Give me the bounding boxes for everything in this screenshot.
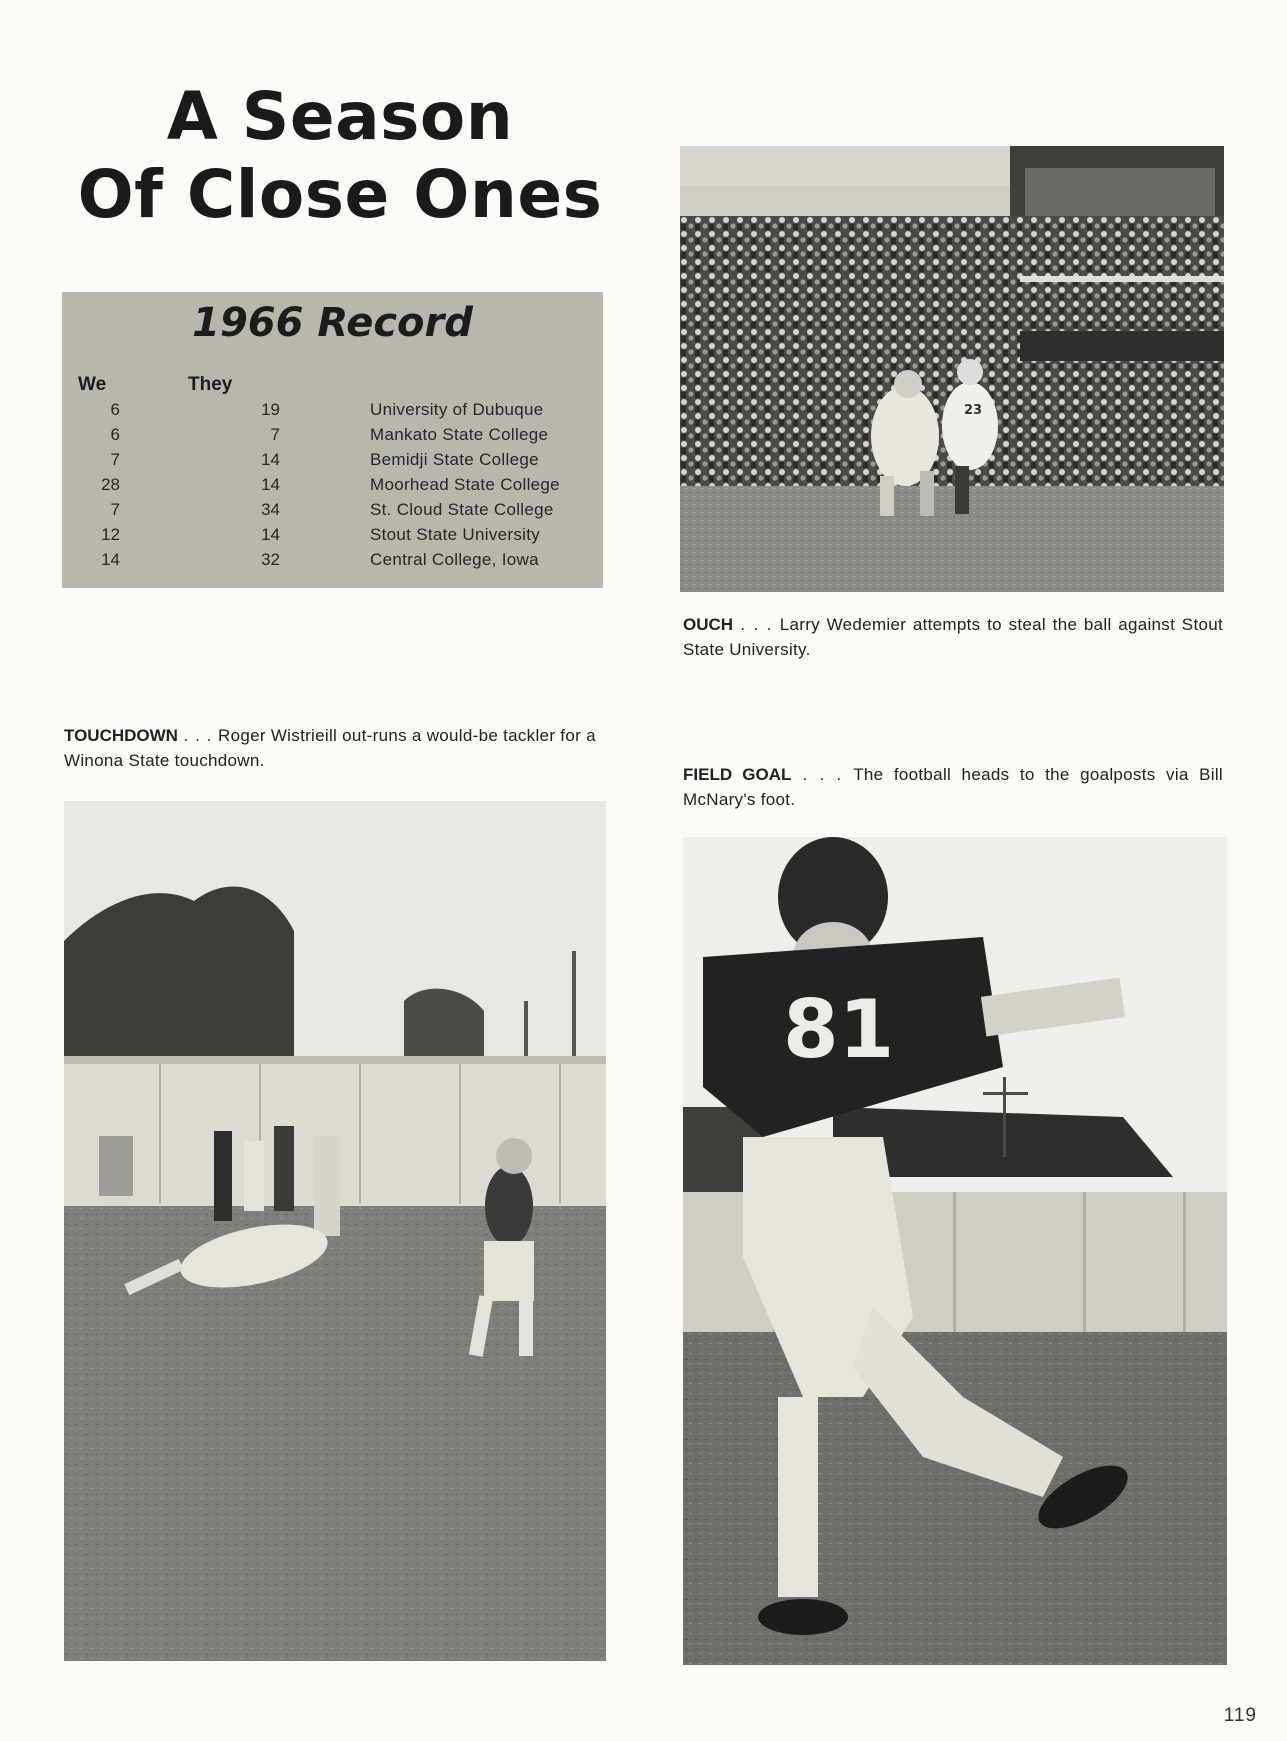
touchdown-caption-lead: TOUCHDOWN (64, 726, 178, 745)
record-row (62, 550, 603, 575)
column-header-we: We (78, 374, 107, 395)
page-title-line-1: A Season (166, 78, 514, 155)
field-goal-caption-lead: FIELD GOAL (683, 765, 792, 784)
field-goal-photo-image (683, 837, 1227, 1665)
score-we: 12 (101, 525, 120, 544)
column-header-they: They (188, 374, 233, 395)
score-they: 34 (261, 500, 280, 519)
caption-ellipsis: . . . (733, 615, 780, 634)
touchdown-photo (64, 801, 606, 1661)
ouch-caption-lead: OUCH (683, 615, 734, 634)
record-row (62, 475, 603, 500)
score-they: 7 (270, 425, 280, 444)
record-row (62, 400, 603, 425)
kicker-jersey-number: 81 (783, 983, 895, 1076)
opponent-name: University of Dubuque (370, 400, 544, 419)
record-row (62, 450, 603, 475)
field-goal-caption-text: The football heads to the goalposts via Bill McNary's foot. (683, 765, 1223, 809)
opponent-name: Moorhead State College (370, 475, 560, 494)
page-number: 119 (1223, 1705, 1257, 1726)
score-they: 14 (261, 525, 280, 544)
score-we: 6 (110, 400, 120, 419)
record-row (62, 500, 603, 525)
touchdown-photo-image (64, 801, 606, 1661)
field-goal-caption (683, 762, 1223, 812)
record-row (62, 425, 603, 450)
ouch-jersey-number: 23 (964, 403, 983, 418)
score-they: 14 (261, 475, 280, 494)
record-table (62, 400, 603, 575)
ouch-photo-image (680, 146, 1224, 592)
ouch-photo (680, 146, 1224, 592)
page-title (60, 78, 620, 234)
opponent-name: Stout State University (370, 525, 541, 544)
score-they: 19 (261, 400, 280, 419)
season-record-box (62, 292, 603, 588)
caption-ellipsis: . . . (791, 765, 854, 784)
ouch-caption-text: Larry Wedemier attempts to steal the ball against Stout State University. (683, 615, 1224, 659)
opponent-name: St. Cloud State College (370, 500, 554, 519)
record-title: 1966 Record (192, 300, 473, 346)
touchdown-caption (64, 723, 604, 773)
score-we: 6 (110, 425, 120, 444)
touchdown-caption-text: Roger Wistrieill out-runs a would-be tackler for a Winona State touchdown. (64, 726, 596, 770)
record-row (62, 525, 603, 550)
score-they: 32 (261, 550, 280, 569)
page-title-line-2: Of Close Ones (77, 156, 603, 233)
ouch-caption (683, 612, 1223, 662)
caption-ellipsis: . . . (177, 726, 219, 745)
score-we: 28 (101, 475, 120, 494)
opponent-name: Mankato State College (370, 425, 549, 444)
score-we: 7 (110, 500, 120, 519)
score-we: 14 (101, 550, 120, 569)
opponent-name: Central College, Iowa (370, 550, 539, 569)
score-they: 14 (261, 450, 280, 469)
score-we: 7 (110, 450, 120, 469)
field-goal-photo (683, 837, 1227, 1665)
opponent-name: Bemidji State College (370, 450, 539, 469)
